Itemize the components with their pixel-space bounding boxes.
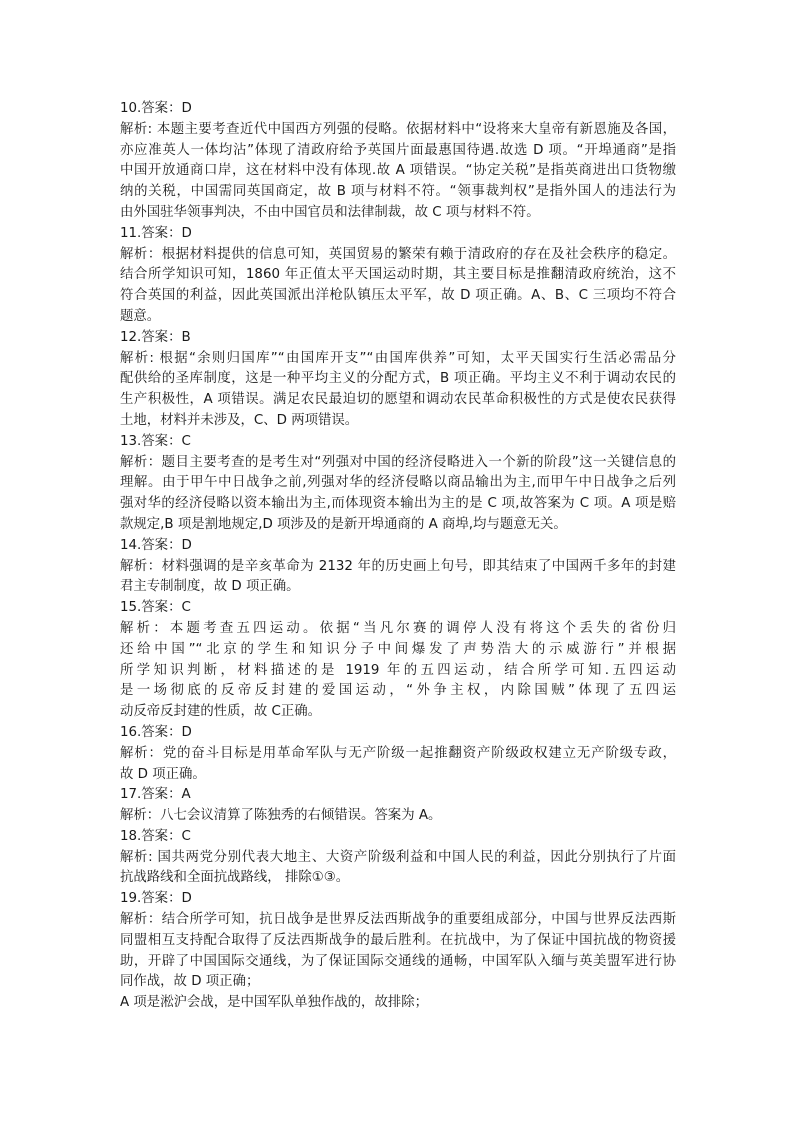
answer-13-analysis-line: 解析：题目主要考查的是考生对“列强对中国的经济侵略进入一个新的阶段”这一关键信息的 [120, 454, 676, 470]
answer-15-heading: 15.答案：C [120, 600, 191, 616]
answer-10-analysis-line: 纳的关税，中国需同英国商定，故 B 项与材料不符。“领事裁判权”是指外国人的违法行为 [120, 184, 676, 200]
answer-19-heading: 19.答案：D [120, 891, 192, 907]
answer-11-analysis-line: 结合所学知识可知，1860 年正值太平天国运动时期，其主要目标是推翻清政府统治，这不 [120, 267, 676, 283]
answer-12-heading: 12.答案：B [120, 329, 191, 345]
answer-text-block [120, 99, 676, 1014]
answer-16-analysis-line: 故 D 项正确。 [120, 766, 206, 782]
answer-15-analysis-line: 解析：本题考查五四运动。依据“当凡尔赛的调停人没有将这个丢失的省份归 [120, 620, 676, 636]
answer-14-analysis-line: 君主专制制度，故 D 项正确。 [120, 579, 300, 595]
answer-15-analysis-line: 动反帝反封建的性质，故 C正确。 [120, 704, 322, 720]
answer-19-analysis-line: A 项是淞沪会战，是中国军队单独作战的，故排除； [120, 995, 429, 1011]
answer-13-analysis-line: 理解。由于甲午中日战争之前,列强对华的经济侵略以商品输出为主,而甲午中日战争之后列 [120, 475, 676, 491]
answer-12-analysis-line: 解析: 根据“余则归国库”“由国库开支”“由国库供养”可知，太平天国实行生活必需品分 [120, 350, 676, 366]
answer-17-heading: 17.答案：A [120, 787, 191, 803]
answer-11-heading: 11.答案：D [120, 225, 192, 241]
answer-13-analysis-line: 强对华的经济侵略以资本输出为主,而体现资本输出为主的是 C 项,故答案为 C 项。A 项是赔 [120, 496, 676, 512]
answer-12-analysis-line: 配供给的圣库制度，这是一种平均主义的分配方式，B 项正确。平均主义不利于调动农民的 [120, 371, 676, 387]
answer-19-analysis-line: 同作战，故 D 项正确； [120, 974, 260, 990]
answer-11-analysis-line: 解析：根据材料提供的信息可知，英国贸易的繁荣有赖于清政府的存在及社会秩序的稳定。 [120, 246, 676, 262]
answer-18-heading: 18.答案：C [120, 828, 191, 844]
answer-19-analysis-line: 助，开辟了中国国际交通线，为了保证国际交通线的通畅，中国军队入缅与英美盟军进行协 [120, 953, 676, 969]
answer-10-analysis-line: 由外国驻华领事判决，不由中国官员和法律制裁，故 C 项与材料不符。 [120, 204, 540, 220]
answer-14-heading: 14.答案：D [120, 537, 192, 553]
answer-18-analysis-line: 解析: 国共两党分别代表大地主、大资产阶级利益和中国人民的利益，因此分别执行了片面 [120, 849, 676, 865]
answer-16-analysis-line: 解析：党的奋斗目标是用革命军队与无产阶级一起推翻资产阶级政权建立无产阶级专政， [120, 745, 676, 761]
answer-13-heading: 13.答案：C [120, 433, 191, 449]
answer-12-analysis-line: 生产积极性，A 项错误。满足农民最迫切的愿望和调动农民革命积极性的方式是使农民获得 [120, 392, 676, 408]
answer-19-analysis-line: 同盟相互支持配合取得了反法西斯战争的最后胜利。在抗战中，为了保证中国抗战的物资援 [120, 932, 676, 948]
answer-19-analysis-line: 解析：结合所学可知，抗日战争是世界反法西斯战争的重要组成部分，中国与世界反法西斯 [120, 912, 676, 928]
answer-15-analysis-line: 是一场彻底的反帝反封建的爱国运动，“外争主权，内除国贼”体现了五四运 [120, 683, 676, 699]
answer-14-analysis-line: 解析：材料强调的是辛亥革命为 2132 年的历史画上句号，即其结束了中国两千多年的封建 [120, 558, 676, 574]
answer-15-analysis-line: 还给中国”“北京的学生和知识分子中间爆发了声势浩大的示威游行”并根据 [120, 641, 676, 657]
answer-10-analysis-line: 亦应准英人一体均沾”体现了清政府给予英国片面最惠国待遇.故选 D 项。“开埠通商”是指 [120, 142, 676, 158]
answer-16-heading: 16.答案：D [120, 724, 192, 740]
answer-17-analysis-line: 解析：八七会议清算了陈独秀的右倾错误。答案为 A。 [120, 808, 442, 824]
answer-18-analysis-line: 抗战路线和全面抗战路线， 排除①③。 [120, 870, 350, 886]
answer-12-analysis-line: 土地，材料并未涉及，C、D 两项错误。 [120, 412, 359, 428]
answer-10-heading: 10.答案：D [120, 101, 192, 116]
answer-11-analysis-line: 符合英国的利益，因此英国派出洋枪队镇压太平军，故 D 项正确。A、B、C 三项均不符合 [120, 288, 676, 304]
answer-10-analysis-line: 中国开放通商口岸，这在材料中没有体现.故 A 项错误。“协定关税”是指英商进出口货物缴 [120, 163, 676, 179]
answer-13-analysis-line: 款规定,B 项是割地规定,D 项涉及的是新开埠通商的 A 商埠,均与题意无关。 [120, 516, 567, 532]
answer-15-analysis-line: 所学知识判断，材料描述的是 1919 年的五四运动，结合所学可知.五四运动 [120, 662, 676, 678]
answer-10-analysis-line: 解析: 本题主要考查近代中国西方列强的侵略。依据材料中“设将来大皇帝有新恩施及各国， [120, 121, 676, 137]
answer-11-analysis-line: 题意。 [120, 308, 161, 324]
